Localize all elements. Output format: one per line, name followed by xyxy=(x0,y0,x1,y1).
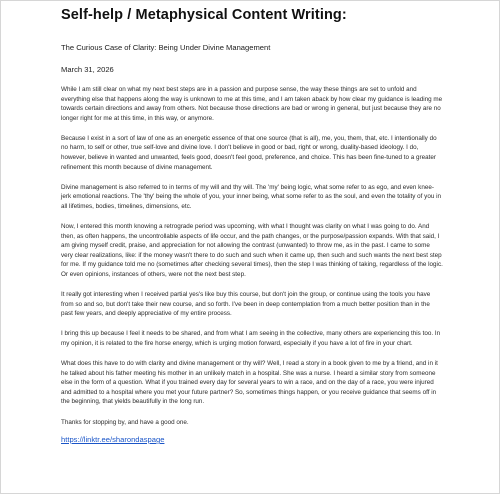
paragraph-4: Now, I entered this month knowing a retrograde period was upcoming, with what I thought was clarity on what I was going to do. And then, as often happens, the uncontrollable aspects of life occur, and the path changes, or the purpose/passion expands. With that said, I am giving myself credit, praise, and appreciation for not allowing the contrast (unwanted) to throw me, as in the past. I came to some very clear realizations, like: if the money wasn't there to do such and such when it came up, then such and such wants the next best step for me. If my guidance told me no (sometimes after checking several times), then the step I was thinking of taking, regardless of the logic. Or even opinions, instances of others, were not the next best step. xyxy=(61,223,443,278)
paragraph-6: I bring this up because I feel it needs to be shared, and from what I am seeing in the collective, many others are experiencing this too. In my opinion, it is related to the fire horse energy, which is urging motion forward, especially if you have a lot of fire in your chart. xyxy=(61,330,441,347)
paragraph-1: While I am still clear on what my next best steps are in a passion and purpose sense, the way these things are set to unfold and everything else that happens along the way is unknown to me at this time, and I am taken aback by how clear my guidance is leading me towards certain directions and away from others. Not because those directions are bad or wrong in general, but just because they are no longer right for me at this time, in this way, or anymore. xyxy=(61,86,443,122)
page-title: Self-help / Metaphysical Content Writing: xyxy=(61,7,347,23)
article-date: March 31, 2026 xyxy=(61,65,114,74)
article-subtitle: The Curious Case of Clarity: Being Under Divine Management xyxy=(61,43,271,52)
paragraph-2: Because I exist in a sort of law of one as an energetic essence of that one source (that is all), me, you, them, that, etc. I intentionally do no harm, to self or other, true self-love and divine love. I don't believe in good or bad, right or wrong, duality-based ideology. I do, however, believe in wanted and unwanted, feels good, doesn't feel good, preference, and choice. This has been fine-tuned to a greater refinement this month because of divine management. xyxy=(61,134,437,171)
paragraph-8: Thanks for stopping by, and have a good one. xyxy=(61,418,189,426)
paragraph-5: It really got interesting when I received partial yes's like buy this course, but don't join the group, or continue using the tools you have from so and so, but don't take their new course, and so forth. I've been in deep contemplation from a much better position than in the past few years, and deeply appreciative of my entire process. xyxy=(61,291,431,318)
linktree-link[interactable]: https://linktr.ee/sharondaspage xyxy=(61,435,165,444)
paragraph-3: Divine management is also referred to in terms of my will and thy will. The 'my' being logic, what some refer to as ego, and even knee-jerk emotional reactions. The 'thy' being the whole of you, your inner being, what some refer to as the soul, and even the totality of you in all lifetimes, bodies, timelines, dimensions, etc. xyxy=(61,183,441,210)
paragraph-7: What does this have to do with clarity and divine management or thy will? Well, I read a story in a book given to me by a friend, and in it he talked about his father meeting his mother in an unlikely match in a hospital. She was a nurse. I heard a similar story from someone else in the form of a question. What if you trained every day for several years to win a race, and on the day of a race, you were injured and admitted to a hospital where you met your future partner? So, sometimes things happen, or you receive guidance that seems off in the beginning, that yields beautifully in the long run. xyxy=(61,360,438,406)
article-body xyxy=(61,85,443,438)
